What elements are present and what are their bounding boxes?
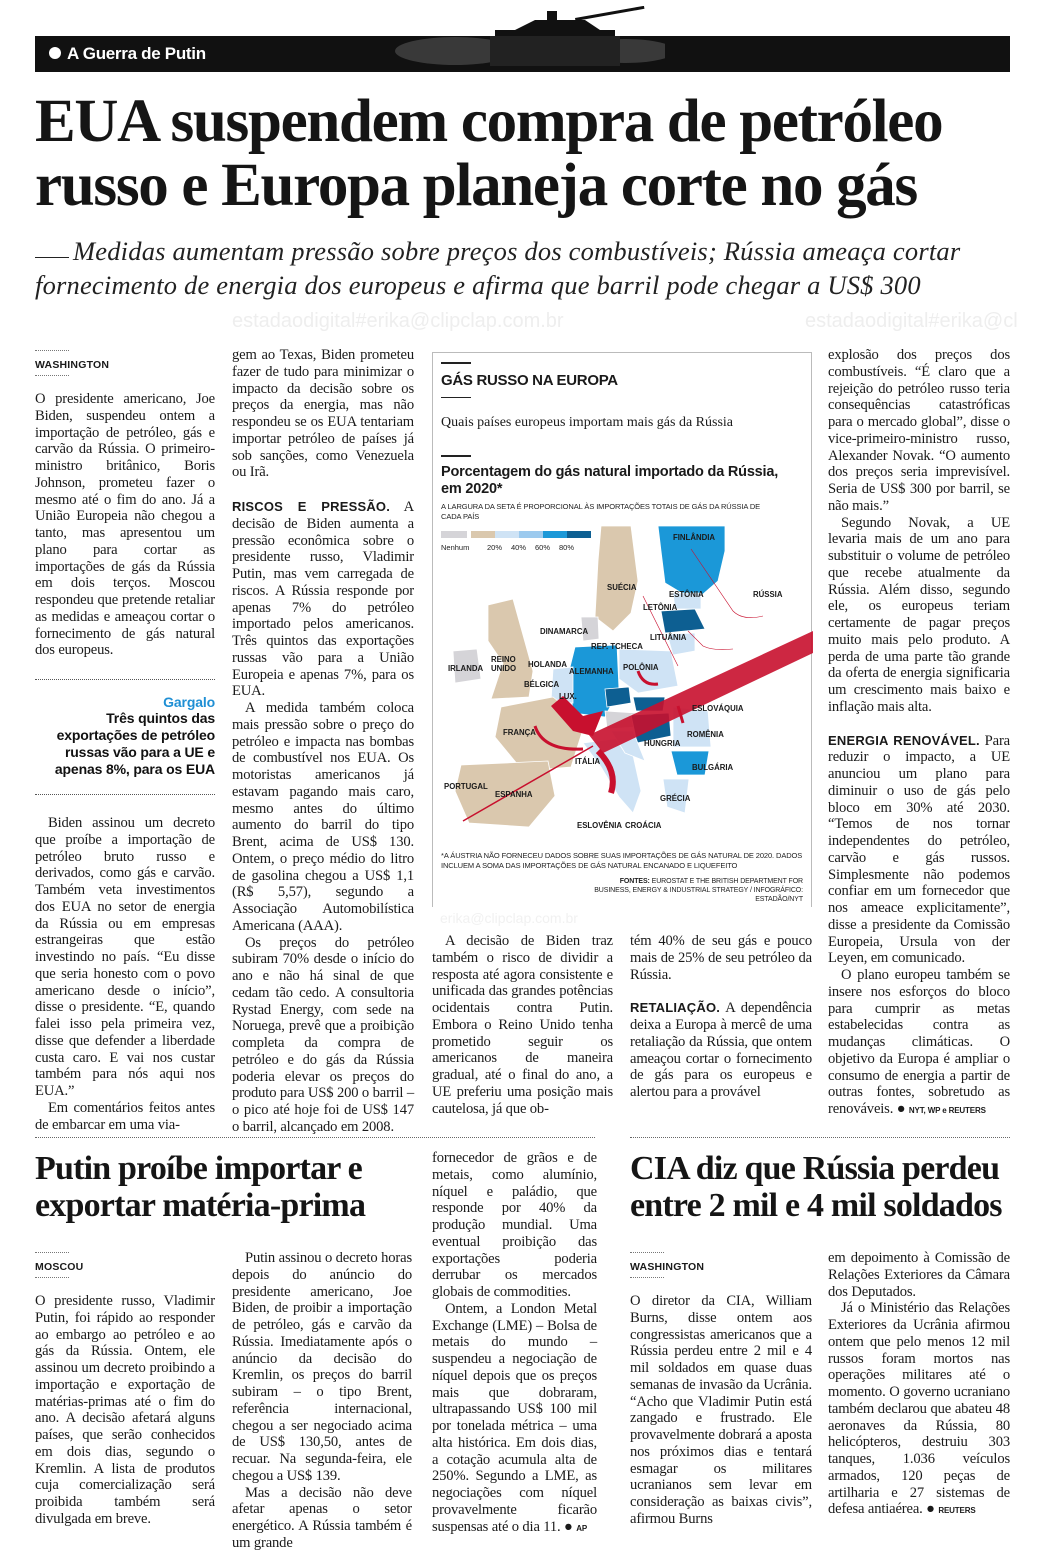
paragraph: A medida também coloca mais pressão sobre o preço do petróleo e impacta nas bombas de combustível nos EUA. Os motoristas americanos já estavam pagando mais caro, mesmo antes do último aumento do barril do tipo Brent, acima de US$ 130. Ontem, o preço médio do litro de gasolina chegou a US$ 1,1 (R$ 5,57), segundo a Associação Automobilística Americana (AAA). (232, 700, 414, 934)
map-label: HUNGRIA (644, 739, 681, 748)
map-label: PORTUGAL (444, 782, 488, 791)
legend-label: 20% (487, 543, 503, 552)
legend-swatch (543, 531, 567, 538)
credit: NYT, WP e REUTERS (908, 1106, 986, 1115)
subheadline (35, 234, 1025, 302)
infographic-title: GÁS RUSSO NA EUROPA (441, 372, 618, 389)
paragraph-text: O plano europeu também se insere nos esforços do bloco para cumprir as metas estabelecidas contra as mudanças climáticas. O objetivo da Europa é ampliar o consumo de energia a partir de outras fontes, sobretudo as renováveis. (828, 967, 1010, 1117)
legend-swatch (567, 531, 591, 538)
map-label: REINO UNIDO (491, 655, 517, 673)
paragraph: Os preços do petróleo subiram 70% desde o início do ano e não há sinal de que cedam tão cedo. A consultoria Rystad Energy, com sede na Noruega, prevê que a proibição completa da compra de petróleo e do gás da Rússia poderia elevar os preços do produto para US$ 200 o barril – o pico até hoje foi de US$ 147 o barril, alcançado em 2008. (232, 934, 414, 1135)
story3-column-1 (630, 1252, 812, 1528)
paragraph-text: Para reduzir o impacto, a UE anunciou um plano para diminuir o uso de gás pelo bloco em 30% até 2030. “Temos de nos tornar independentes do petróleo, carvão e gás russos. Simplesmente não podemos confiar em um fornecedor que nos ameace explicitamente”, disse a presidente da Comissão Europeia, Ursula von der Leyen, em comunicado. (828, 732, 1010, 967)
article-column-4 (630, 933, 812, 1101)
country-latvia (661, 609, 705, 633)
article-column-5 (828, 347, 1010, 1118)
paragraph: Segundo Novak, a UE levaria mais de um ano para substituir o volume de petróleo que recebe atualmente da Rússia. Além disso, segundo ele, os europeus teriam certamente de pagar preços muito mais pelo produto. A perda de uma parte tão grande da oferta de energia significaria um crescimento mais baixo e inflação mais alta. (828, 514, 1010, 715)
divider (441, 455, 471, 457)
article-column-3 (432, 933, 613, 1117)
paragraph (828, 967, 1010, 1118)
map-label: SUÉCIA (607, 583, 637, 592)
paragraph: Em comentários feitos antes de embarcar em uma via- (35, 1099, 215, 1133)
legend-swatch-none (441, 531, 467, 538)
paragraph-text: Já o Ministério das Relações Exteriores da Ucrânia afirmou ontem que pelo menos 12 mil russos foram mortos nas operações militares até o momento. O governo ucraniano também declarou que abateu 48 aeronaves da Rússia, 80 helicópteros, destruiu 303 tanques, 1.036 veículos armados, 120 peças de artilharia e 27 sistemas de defesa antiaérea. (828, 1300, 1010, 1518)
country-sweden (595, 526, 638, 631)
paragraph (828, 733, 1010, 968)
credit: REUTERS (938, 1506, 976, 1516)
story-headline: Putin proíbe importar e exportar matéria-prima (35, 1150, 366, 1224)
map-label: REP. TCHECA (591, 642, 643, 651)
paragraph: O presidente americano, Joe Biden, suspendeu ontem a importação de petróleo, gás e carvão da Rússia. O primeiro-ministro britânico, Boris Johnson, prometeu fazer o mesmo até o fim do ano. Já a União Europeia não chegou a tanto, mas apresentou um plano para cortar as importações de gás da Rússia em dois terços. Moscou respondeu que pretende retaliar as medidas e ameaçou cortar o fornecimento de gás natural dos europeus. (35, 391, 215, 659)
pull-quote (35, 679, 215, 795)
infographic-heading: Porcentagem do gás natural importado da Rússia, em 2020* (441, 464, 779, 497)
dateline: WASHINGTON (630, 1261, 705, 1273)
map-label: DINAMARCA (540, 627, 589, 636)
paragraph (828, 1300, 1010, 1518)
subhead-lead: RETALIAÇÃO. (630, 1000, 721, 1016)
divider (630, 1277, 664, 1278)
europe-map (433, 521, 813, 841)
end-bullet-icon: ● (926, 1501, 935, 1518)
story2-column-3 (432, 1150, 597, 1535)
watermark: estadaodigital#erika@clipclap.com.br (232, 310, 564, 332)
divider (35, 1252, 69, 1253)
map-label: ALEMANHA (569, 667, 614, 676)
divider (35, 1277, 69, 1278)
section-bar (35, 36, 1010, 72)
paragraph-text: Ontem, a London Metal Exchange (LME) – Bolsa de metais do mundo – suspendeu a negociação de níquel depois que os preços mais que dobraram, ultrapassando US$ 100 mil por tonelada métrica – uma alta histórica. Em dois dias, a cotação acumula alta de 250%. Segundo a LME, as negociações com níquel provavelmente ficarão suspensas até o dia 11. (432, 1300, 597, 1535)
divider (441, 362, 471, 364)
headline: EUA suspendem compra de petróleo russo e Europa planeja corte no gás (35, 88, 943, 219)
paragraph: fornecedor de grãos e de metais, como alumínio, níquel e paládio, que responde por 40% da produção mundial. Uma eventual proibição das exportações poderia derrubar os mercados globais de commodities. (432, 1150, 597, 1300)
paragraph: em depoimento à Comissão de Relações Exteriores da Câmara dos Deputados. (828, 1250, 1010, 1300)
paragraph: tém 40% de seu gás e pouco mais de 25% de seu petróleo da Rússia. (630, 933, 812, 983)
paragraph (630, 1000, 812, 1101)
map-label: FRANÇA (503, 728, 536, 737)
dateline: MOSCOU (35, 1261, 84, 1273)
map-label: BÉLGICA (524, 680, 560, 689)
map-label: RÚSSIA (753, 590, 783, 599)
map-label: LUX. (559, 692, 577, 701)
subhead-lead: RISCOS E PRESSÃO. (232, 499, 391, 514)
paragraph: Biden assinou um decreto que proíbe a importação de petróleo bruto russo e derivados, como gás e carvão. Também veta investimentos dos EUA no setor de energia da Rússia ou em empresas estrangeiras que estão investindo no país. “Eu disse que seria honesto com o povo americano desde o início”, disse o presidente. “E, quando falei isso pela primeira vez, disse que defender a liberdade custa caro. E vai nos custar também para nós aqui nos EUA.” (35, 815, 215, 1099)
divider (630, 1137, 1010, 1138)
divider (35, 1137, 595, 1138)
map-label: LITUÂNIA (650, 633, 687, 642)
map-label: FINLÂNDIA (673, 533, 716, 542)
article-column-1 (35, 350, 215, 1133)
map-label: GRÉCIA (660, 794, 691, 803)
paragraph-text: A decisão de Biden aumenta a pressão econômica sobre o presidente russo, Vladimir Putin, mas vem carregada de riscos. A Rússia responde por apenas 7% do petróleo importado pelos americanos. Três quintos das exportações russas vão para a União Europeia e apenas 7%, para os EUA. (232, 499, 414, 700)
map (433, 521, 813, 841)
paragraph: explosão dos preços dos combustíveis. “É claro que a rejeição do petróleo russo teria consequências catastróficas para o mercado global”, disse o vice-primeiro-ministro russo, Alexander Novak. “O aumento dos preços seria imprevisível. Seria de US$ 300 por barril, se não mais.” (828, 347, 1010, 514)
story-headline: CIA diz que Rússia perdeu entre 2 mil e 4 mil soldados (630, 1150, 1002, 1224)
map-label: ESTÔNIA (669, 590, 704, 599)
story3-column-2 (828, 1250, 1010, 1518)
legend-label: Nenhum (441, 543, 470, 552)
tank-illustration (395, 6, 665, 68)
map-label: LETÔNIA (643, 603, 678, 612)
pull-quote-text: Três quintos das exportações de petróleo russas vão para a UE e apenas 8%, para os EUA (54, 710, 215, 777)
divider (441, 397, 471, 398)
infographic-subtitle: Quais países europeus importam mais gás da Rússia (441, 415, 734, 430)
story2-column-1 (35, 1252, 215, 1528)
credit: AP (576, 1523, 588, 1533)
map-label: ESLOVÁQUIA (692, 704, 744, 713)
watermark: erika@clipclap.com.br (440, 910, 578, 926)
dateline: WASHINGTON (35, 359, 110, 371)
divider (630, 1252, 664, 1253)
divider (35, 375, 69, 376)
subhead-rule (35, 257, 69, 258)
legend-label: 40% (511, 543, 527, 552)
map-label: IRLANDA (448, 664, 484, 673)
divider (35, 350, 69, 351)
infographic-sources (593, 877, 803, 904)
paragraph: O presidente russo, Vladimir Putin, foi rápido ao responder ao embargo ao petróleo e ao gás da Rússia. Ontem, ele assinou um decreto proibindo a importação e exportação de matérias-primas até o fim do ano. A decisão afetará alguns países, que serão conhecidos em dois dias, segundo o Kremlin. A lista de produtos cuja comercialização será proibida também será divulgada em breve. (35, 1293, 215, 1527)
sources-text: EUROSTAT E THE BRITISH DEPARTMENT FOR BUSINESS, ENERGY & INDUSTRIAL STRATEGY / INFOGRÁFICO: ESTADÃO/NYT (594, 878, 803, 903)
legend-label: 60% (535, 543, 551, 552)
paragraph-text: A dependência deixa a Europa à mercê de uma retaliação da Rússia, que ontem ameaçou cortar o fornecimento de gás para os europeus e alertou para a provável (630, 1000, 812, 1100)
paragraph (432, 1301, 597, 1536)
infographic (432, 352, 812, 907)
map-label: HOLANDA (528, 660, 567, 669)
legend-swatch (495, 531, 519, 538)
map-label: BULGÁRIA (692, 763, 734, 772)
story2-column-2 (232, 1250, 412, 1552)
legend-swatch (519, 531, 543, 538)
map-label: ESLOVÊNIA (577, 821, 623, 830)
paragraph: gem ao Texas, Biden prometeu fazer de tudo para minimizar o impacto da decisão sobre os preços da energia, mas não respondeu se os EUA tentariam importar petróleo de países já sob sanções, como Venezuela ou Irã. (232, 347, 414, 481)
map-label: ITÁLIA (575, 757, 601, 766)
sources-label: FONTES: (619, 878, 650, 885)
paragraph: Putin assinou o decreto horas depois do anúncio do presidente americano, Joe Biden, de proibir a importação de petróleo, gás e carvão da Rússia. Imediatamente após o anúncio da decisão do Kremlin, os preços do barril subiram – o tipo Brent, referência internacional, chegou a ser negociado acima de US$ 130,50, antes de recuar. Na segunda-feira, ele chegou a US$ 139. (232, 1250, 412, 1484)
map-label: ROMÊNIA (687, 730, 724, 739)
map-label: ESPANHA (495, 790, 533, 799)
paragraph: Mas a decisão não deve afetar apenas o setor energético. A Rússia também é um grande (232, 1484, 412, 1551)
end-bullet-icon: ● (896, 1101, 906, 1117)
section-title: A Guerra de Putin (67, 44, 206, 63)
subhead-text: Medidas aumentam pressão sobre preços dos combustíveis; Rússia ameaça cortar fornecimento de energia dos europeus e afirma que barril pode chegar a US$ 300 (35, 236, 961, 300)
legend-label: 80% (559, 543, 575, 552)
paragraph: O diretor da CIA, William Burns, disse ontem aos congressistas americanos que a Rússia perdeu entre 2 mil e 4 mil soldados em quase duas semanas de invasão da Ucrânia. “Acho que Vladimir Putin está zangado e frustrado. Ele provavelmente dobrará a aposta nos próximos dias e tentará esmagar os militares ucranianos sem levar em consideração as baixas civis”, afirmou Burns (630, 1293, 812, 1527)
infographic-note: A LARGURA DA SETA É PROPORCIONAL ÀS IMPORTAÇÕES TOTAIS DE GÁS DA RÚSSIA DE CADA PAÍS (441, 502, 761, 521)
map-label: POLÔNIA (623, 663, 659, 672)
section-label (49, 44, 206, 64)
paragraph (232, 499, 414, 700)
infographic-footnote: *A ÁUSTRIA NÃO FORNECEU DADOS SOBRE SUAS IMPORTAÇÕES DE GÁS NATURAL DE 2020. DADOS INCLUEM A SOMA DAS IMPORTAÇÕES DE GÁS NATURAL ENCANADO E LIQUEFEITO (441, 851, 803, 870)
legend-swatch (471, 531, 495, 538)
watermark: estadaodigital#erika@cl (805, 310, 1018, 332)
end-bullet-icon: ● (564, 1518, 573, 1535)
map-label: CROÁCIA (625, 821, 662, 830)
article-column-2 (232, 347, 414, 1136)
bullet-icon (49, 47, 61, 59)
paragraph: A decisão de Biden traz também o risco de dividir a resposta até agora consistente e unificada das grandes potências ocidentais contra Putin. Embora o Reino Unido tenha prometido seguir os americanos de maneira gradual, até o final do ano, a UE preferiu uma posição mais cautelosa, já que ob- (432, 933, 613, 1117)
country-czech (605, 687, 631, 707)
pull-quote-kicker: Gargalo (163, 694, 215, 710)
subhead-lead: ENERGIA RENOVÁVEL. (828, 732, 980, 748)
